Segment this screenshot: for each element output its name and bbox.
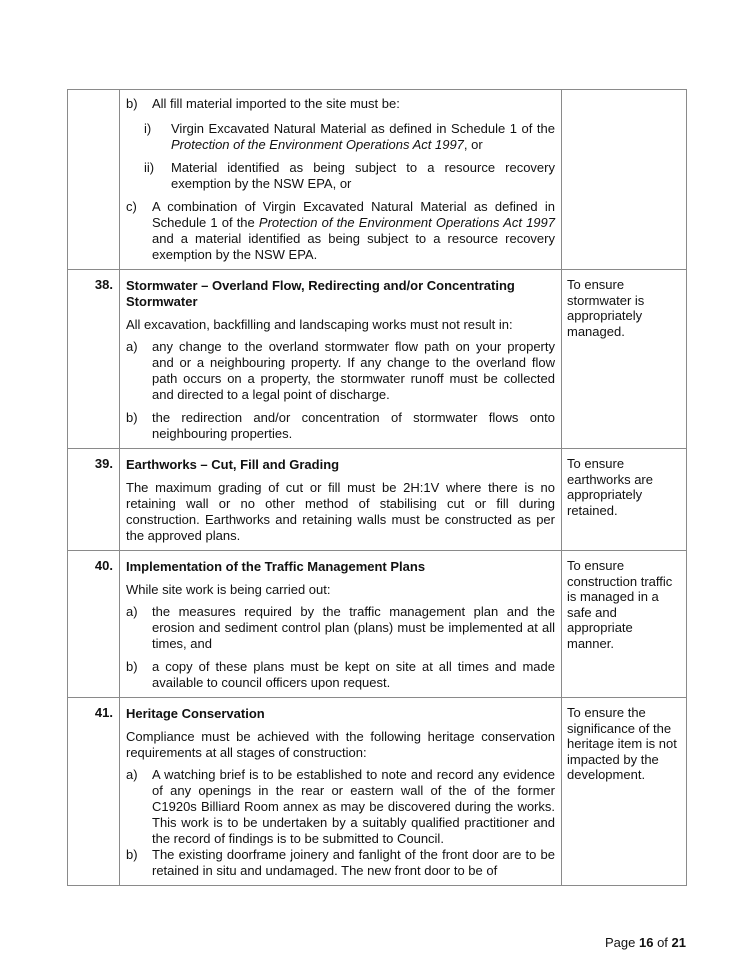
condition-title: Stormwater – Overland Flow, Redirecting and/or Concentrating Stormwater [126, 278, 515, 309]
reason-cell [562, 449, 687, 551]
reason-cell [562, 551, 687, 698]
condition-reason: To ensure stormwater is appropriately managed. [567, 277, 645, 339]
list-marker: a) [126, 767, 138, 782]
reason-cell [562, 90, 687, 270]
list-marker: a) [126, 604, 138, 619]
conditions-table [67, 89, 687, 886]
list-item [126, 339, 555, 403]
condition-body [120, 270, 562, 449]
condition-intro: All excavation, backfilling and landscaping works must not result in: [126, 317, 513, 332]
act-title: Protection of the Environment Operations Act 1997 [258, 215, 555, 230]
list-marker: c) [126, 199, 137, 214]
list-item [126, 767, 555, 847]
condition-number: 40. [94, 558, 113, 573]
condition-body [120, 449, 562, 551]
list-text: Material identified as being subject to a resource recovery exemption by the NSW EPA, or [171, 160, 555, 191]
list-text: Virgin Excavated Natural Material as defined in Schedule 1 of the Protection of the Environment Operations Act 1997, or [171, 121, 555, 152]
list-marker: i) [144, 121, 152, 136]
reason-cell [562, 698, 687, 886]
list-item [126, 847, 555, 879]
condition-title: Heritage Conservation [126, 706, 265, 721]
total-pages: 21 [671, 935, 686, 950]
number-cell [68, 698, 120, 886]
number-cell [68, 551, 120, 698]
list-item [126, 410, 555, 442]
reason-cell [562, 270, 687, 449]
list-text: the redirection and/or concentration of stormwater flows onto neighbouring properties. [152, 410, 555, 441]
list-marker: b) [126, 659, 138, 674]
list-marker: ii) [144, 160, 155, 175]
condition-intro: While site work is being carried out: [126, 582, 331, 597]
list-text: All fill material imported to the site must be: [152, 96, 400, 111]
condition-number: 39. [94, 456, 113, 471]
condition-reason: To ensure the significance of the heritage item is not impacted by the development. [567, 705, 677, 782]
page-number: Page 16 of 21 [605, 935, 686, 950]
condition-body [120, 90, 562, 270]
condition-text: The maximum grading of cut or fill must be 2H:1V where there is no retaining wall or no other method of stabilising cut or fill during construction. Earthworks and retaining walls must be constructed as per the approved plans. [126, 480, 555, 543]
condition-reason: To ensure earthworks are appropriately retained. [567, 456, 653, 518]
table-row [68, 449, 687, 551]
table-row [68, 698, 687, 886]
number-cell [68, 90, 120, 270]
list-text: A combination of Virgin Excavated Natural Material as defined in Schedule 1 of the Protection of the Environment Operations Act 1997 and a material identified as being subject to a resource recovery exemption by the NSW EPA. [152, 199, 555, 262]
list-item [126, 199, 555, 263]
list-text: the measures required by the traffic management plan and the erosion and sediment control plan (plans) must be implemented at all times, and [152, 604, 555, 651]
condition-title: Earthworks – Cut, Fill and Grading [126, 457, 340, 472]
list-marker: b) [126, 96, 138, 111]
condition-number: 38. [94, 277, 113, 292]
sub-list-item [144, 160, 555, 192]
table-row [68, 270, 687, 449]
table-row [68, 551, 687, 698]
list-marker: b) [126, 847, 138, 862]
condition-number: 41. [94, 705, 113, 720]
sub-list-item [144, 121, 555, 153]
list-text: any change to the overland stormwater flow path on your property and or a neighbouring property. If any change to the overland flow path occurs on a property, the stormwater runoff must be collected and directed to a legal point of discharge. [152, 339, 555, 402]
condition-body [120, 698, 562, 886]
number-cell [68, 270, 120, 449]
list-text: a copy of these plans must be kept on site at all times and made available to council officers upon request. [152, 659, 555, 690]
list-marker: b) [126, 410, 138, 425]
table-row [68, 90, 687, 270]
condition-intro: Compliance must be achieved with the following heritage conservation requirements at all stages of construction: [126, 729, 555, 760]
condition-title: Implementation of the Traffic Management Plans [126, 559, 426, 574]
list-item [126, 604, 555, 652]
list-text: The existing doorframe joinery and fanlight of the front door are to be retained in situ and undamaged. The new front door to be of [152, 847, 555, 878]
list-text: A watching brief is to be established to note and record any evidence of any openings in the rear or eastern wall of the of the former C1920s Billiard Room annex as may be discovered during the works. This work is to be undertaken by a suitably qualified practitioner and the record of findings is to be submitted to Council. [152, 767, 555, 846]
list-marker: a) [126, 339, 138, 354]
condition-reason: To ensure construction traffic is managed in a safe and appropriate manner. [567, 558, 673, 651]
list-item [126, 659, 555, 691]
condition-body [120, 551, 562, 698]
list-item [126, 96, 555, 112]
current-page: 16 [638, 935, 654, 950]
act-title: Protection of the Environment Operations Act 1997 [171, 137, 464, 152]
number-cell [68, 449, 120, 551]
